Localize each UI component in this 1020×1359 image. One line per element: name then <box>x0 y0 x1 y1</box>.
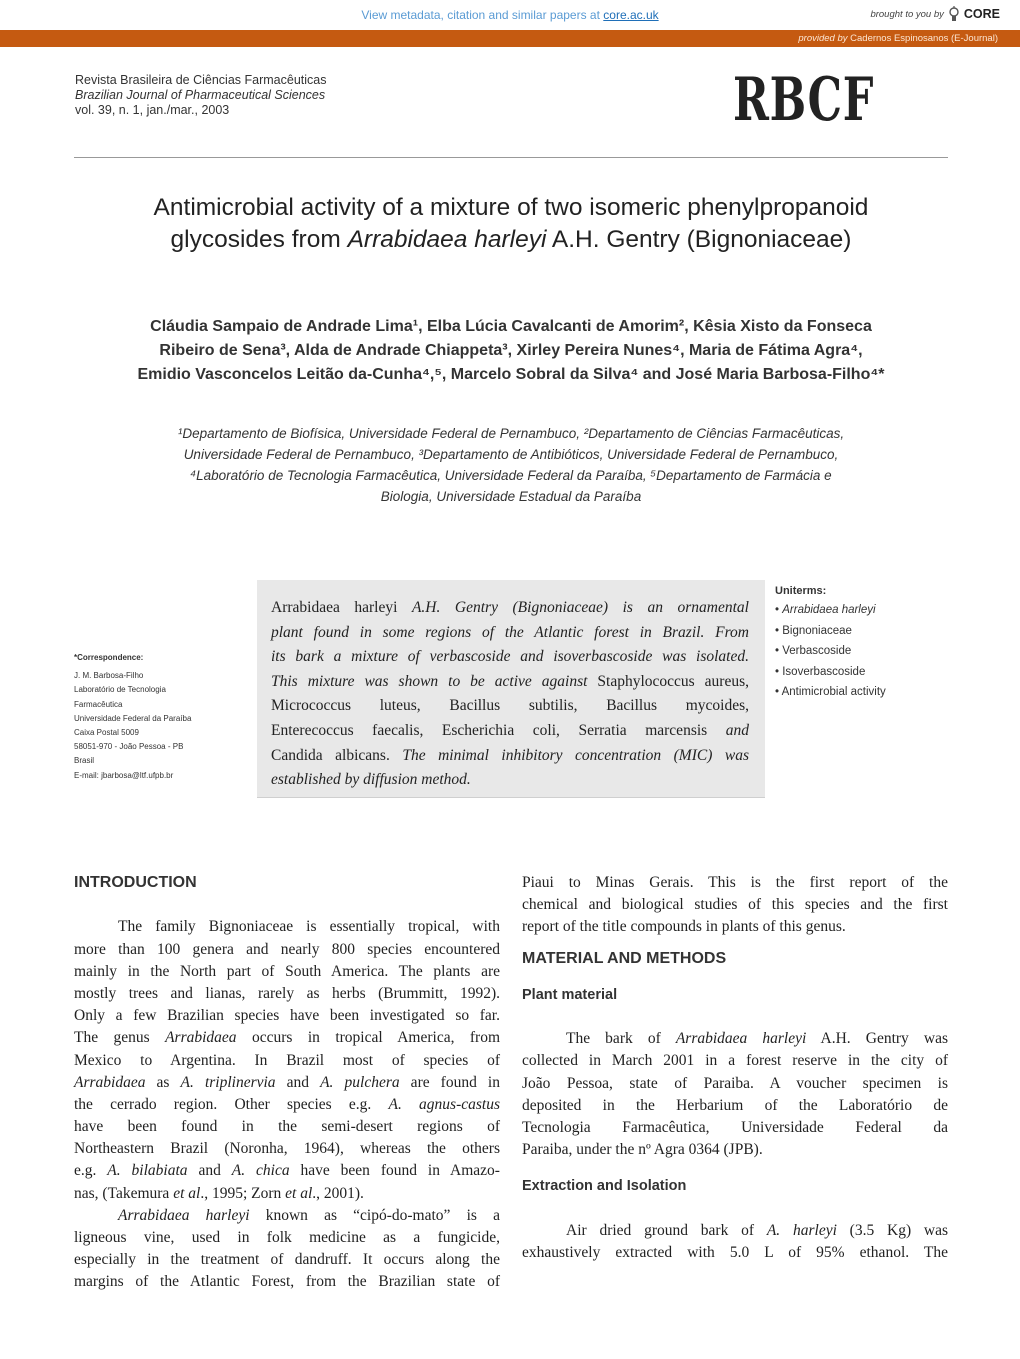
core-top-bar <box>0 0 1020 30</box>
body-line: more than 100 genera and nearly 800 species encountered <box>74 940 500 958</box>
body-line: ligneous vine, used in folk medicine as a fungicide, <box>74 1229 500 1246</box>
body-line: Paraiba, under the nº Agra 0364 (JPB). <box>522 1141 763 1159</box>
abstract-line: plant found in some regions of the Atlantic forest in Brazil. From <box>271 623 749 641</box>
header-divider <box>74 157 948 158</box>
journal-name-en: Brazilian Journal of Pharmaceutical Sciences <box>75 88 326 102</box>
body-line: exhaustively extracted with 5.0 L of 95% ethanol. The <box>522 1243 948 1261</box>
authors-line-2: Ribeiro de Sena³, Alda de Andrade Chiappeta³, Xirley Pereira Nunes⁴, Maria de Fátima Agra⁴, <box>159 342 863 359</box>
body-line: have been found in the semi-desert regions of <box>74 1118 500 1136</box>
brought-text: brought to you by <box>870 8 944 20</box>
body-line: nas, (Takemura et al., 1995; Zorn et al., 2001). <box>74 1184 364 1202</box>
abstract-line: Micrococcus luteus, Bacillus subtilis, Bacillus mycoides, <box>271 697 749 715</box>
abstract-line: Arrabidaea harleyi A.H. Gentry (Bignoniaceae) is an ornamental <box>271 599 749 616</box>
abstract-line: established by diffusion method. <box>271 771 471 789</box>
journal-name-pt: Revista Brasileira de Ciências Farmacêuticas <box>75 73 327 87</box>
right-column <box>522 872 948 1264</box>
body-line: margins of the Atlantic Forest, from the Brazilian state of <box>74 1273 500 1291</box>
title-line-2: glycosides from Arrabidaea harleyi A.H. Gentry (Bignoniaceae) <box>170 226 852 253</box>
body-line: João Pessoa, state of Paraiba. A voucher specimen is <box>522 1074 948 1092</box>
body-line: collected in March 2001 in a forest reserve in the city of <box>522 1052 948 1070</box>
authors-line-1: Cláudia Sampaio de Andrade Lima¹, Elba Lúcia Cavalcanti de Amorim², Kêsia Xisto da Fonseca <box>150 318 872 335</box>
left-column <box>74 872 500 1294</box>
body-line: Arrabidaea harleyi known as “cipó-do-mato” is a <box>118 1206 500 1224</box>
correspondence-block <box>74 651 254 783</box>
uniterm-item: • Isoverbascoside <box>775 665 866 678</box>
abstract-line: This mixture was shown to be active against Staphylococcus aureus, <box>271 672 749 690</box>
correspondence-line: Brasil <box>74 756 95 766</box>
body-line: deposited in the Herbarium of the Laboratório de <box>522 1096 948 1114</box>
subheading-extraction: Extraction and Isolation <box>522 1178 687 1195</box>
core-badge[interactable] <box>870 6 1000 22</box>
correspondence-line: J. M. Barbosa-Filho <box>74 671 144 681</box>
body-line: The bark of Arrabidaea harleyi A.H. Gentry was <box>566 1030 948 1048</box>
body-line: especially in the treatment of dandruff. It occurs along the <box>74 1251 500 1269</box>
correspondence-line: Laboratório de Tecnologia <box>74 685 166 695</box>
body-line: chemical and biological studies of this species and the first <box>522 896 948 914</box>
authors-line-3: Emidio Vasconcelos Leitão da-Cunha⁴,⁵, Marcelo Sobral da Silva⁴ and José Maria Barbosa-Filho⁴* <box>137 366 885 383</box>
journal-logo: RBCF <box>733 65 875 135</box>
author-list <box>74 315 948 387</box>
title-line-1: Antimicrobial activity of a mixture of two isomeric phenylpropanoid <box>153 194 869 221</box>
correspondence-email[interactable]: E-mail: jbarbosa@ltf.ufpb.br <box>74 770 174 780</box>
body-line: Tecnologia Farmacêutica, Universidade Federal da <box>522 1118 948 1136</box>
body-line: the cerrado region. Other species e.g. A. agnus-castus <box>74 1095 500 1113</box>
uniterm-item: • Arrabidaea harleyi <box>775 604 876 616</box>
body-line: e.g. A. bilabiata and A. chica have been found in Amazo- <box>74 1162 500 1180</box>
affiliation-line-4: Biologia, Universidade Estadual da Paraíba <box>380 489 642 504</box>
metadata-line <box>0 8 1020 22</box>
core-label: CORE <box>963 7 1000 21</box>
uniterms-block <box>775 584 886 703</box>
abstract-line: Candida albicans. The minimal inhibitory concentration (MIC) was <box>271 746 749 764</box>
body-line: The genus Arrabidaea occurs in tropical America, from <box>74 1029 500 1047</box>
subheading-plant-material: Plant material <box>522 986 618 1003</box>
paper-title <box>74 192 948 256</box>
body-line: Only a few Brazilian species have been investigated so far. <box>74 1007 500 1025</box>
correspondence-line: Universidade Federal da Paraíba <box>74 713 192 723</box>
journal-issue: vol. 39, n. 1, jan./mar., 2003 <box>75 103 230 117</box>
body-line: The family Bignoniaceae is essentially tropical, with <box>118 918 500 936</box>
affiliation-line-1: ¹Departamento de Biofísica, Universidade Federal de Pernambuco, ²Departamento de Ciências Farmacêuticas, <box>177 426 845 441</box>
body-line: Mexico to Argentina. In Brazil most of species of <box>74 1051 500 1069</box>
provider-line <box>798 33 998 44</box>
correspondence-line: 58051-970 - João Pessoa - PB <box>74 742 184 752</box>
abstract-line: Enterecoccus faecalis, Escherichia coli, Serratia marcensis and <box>271 721 749 739</box>
body-line: report of the title compounds in plants of this genus. <box>522 918 846 936</box>
correspondence-heading: *Correspondence: <box>74 653 144 662</box>
provider-name[interactable]: Cadernos Espinosanos (E-Journal) <box>850 33 998 44</box>
uniterm-item: • Verbascoside <box>775 645 852 658</box>
body-line: Arrabidaea as A. triplinervia and A. pulchera are found in <box>74 1073 500 1091</box>
body-line: Northeastern Brazil (Noronha, 1964), whereas the others <box>74 1140 500 1158</box>
core-link[interactable]: core.ac.uk <box>603 8 659 22</box>
body-line: Air dried ground bark of A. harleyi (3.5 Kg) was <box>566 1221 949 1239</box>
abstract-line: its bark a mixture of verbascoside and isoverbascoside was isolated. <box>271 648 749 666</box>
uniterms-heading: Uniterms: <box>775 585 827 597</box>
correspondence-line: Farmacêutica <box>74 699 123 709</box>
section-heading-introduction: INTRODUCTION <box>74 874 197 891</box>
correspondence-line: Caixa Postal 5009 <box>74 728 139 738</box>
body-line: mostly trees and lianas, rarely as herbs (Brummitt, 1992). <box>74 984 500 1002</box>
provider-bar <box>0 30 1020 47</box>
body-line: Piaui to Minas Gerais. This is the first report of the <box>522 874 948 891</box>
provided-by-text: provided by <box>798 33 848 44</box>
body-line: mainly in the North part of South America. The plants are <box>74 962 500 980</box>
affiliation-line-2: Universidade Federal de Pernambuco, ³Departamento de Antibióticos, Universidade Federal de Pernambuco, <box>183 447 839 462</box>
uniterm-item: • Bignoniaceae <box>775 624 852 637</box>
core-logo-icon <box>947 6 961 22</box>
affiliation-line-3: ⁴Laboratório de Tecnologia Farmacêutica, Universidade Federal da Paraíba, ⁵Departamento de Farmácia e <box>190 468 832 483</box>
section-heading-methods: MATERIAL AND METHODS <box>522 949 727 967</box>
metadata-text: View metadata, citation and similar papers at <box>361 8 600 22</box>
uniterm-item: • Antimicrobial activity <box>775 686 886 699</box>
abstract-box <box>257 580 765 798</box>
abstract-text <box>271 596 749 793</box>
journal-header <box>75 73 326 118</box>
affiliations <box>90 423 932 507</box>
